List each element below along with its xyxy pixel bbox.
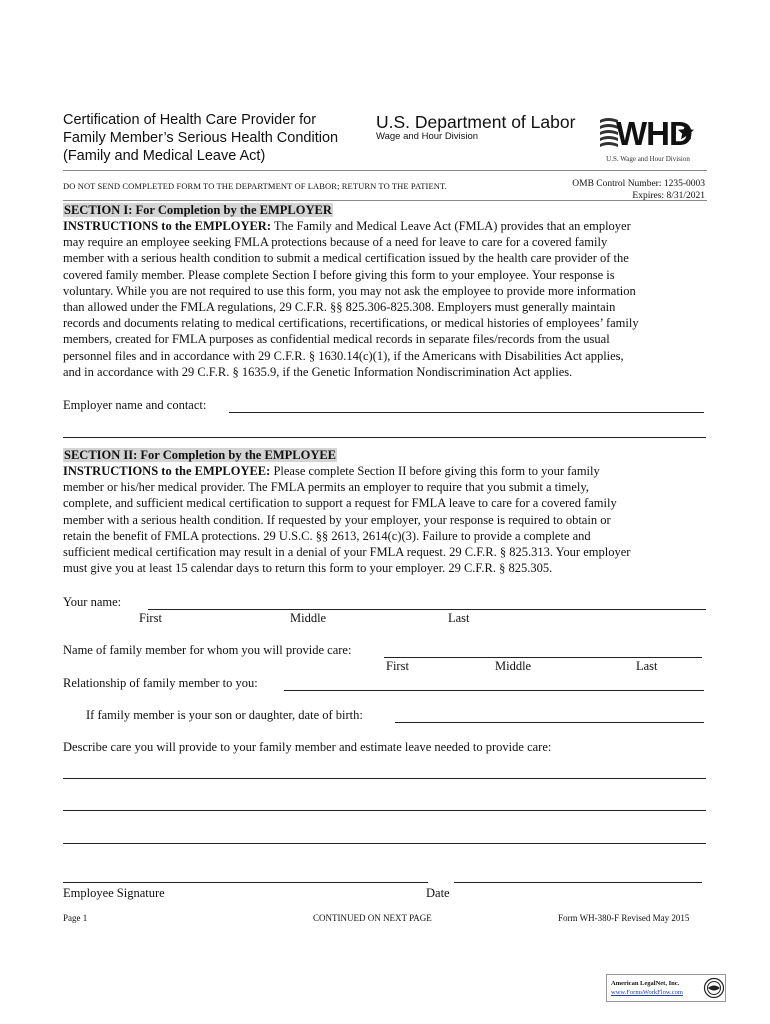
your-name-label: Your name: xyxy=(63,595,122,609)
section-2-line-6: sufficient medical certification may result in a denial of your FMLA request. 29 C.F.R. § 825.313. Your employer xyxy=(63,545,631,560)
section-1-heading-wrap xyxy=(63,201,333,219)
family-member-first-caption: First xyxy=(386,659,409,673)
dob-label: If family member is your son or daughter, date of birth: xyxy=(86,708,363,722)
section-1-line-2: may require an employee seeking FMLA protections because of a need for leave to care for a covered family xyxy=(63,235,608,250)
section-1-line-6: than allowed under the FMLA regulations, 29 C.F.R. §§ 825.306-825.308. Employers must generally maintain xyxy=(63,300,616,315)
section-1-line-1: The Family and Medical Leave Act (FMLA) provides that an employer xyxy=(271,219,631,233)
publisher-stamp xyxy=(606,974,726,1002)
logo-caption: U.S. Wage and Hour Division xyxy=(606,155,690,163)
logo-text: WHD xyxy=(616,115,692,152)
your-name-first-caption: First xyxy=(139,611,162,625)
form-title-line-1: Certification of Health Care Provider for xyxy=(63,112,317,128)
section-1-line-9: personnel files and in accordance with 29 C.F.R. § 1630.14(c)(1), if the Americans with Disabilities Act applies, xyxy=(63,348,624,363)
describe-care-label: Describe care you will provide to your family member and estimate leave needed to provide care: xyxy=(63,740,552,754)
header-divider xyxy=(63,170,707,171)
family-member-name-field[interactable] xyxy=(384,657,702,658)
section-1-line-10: and in accordance with 29 C.F.R. § 1635.9, if the Genetic Information Nondiscrimination Act applies. xyxy=(63,364,573,379)
section-2-line-5: retain the benefit of FMLA protections. 29 U.S.C. §§ 2613, 2614(c)(3). Failure to provide a complete and xyxy=(63,528,591,543)
employer-contact-field[interactable] xyxy=(63,437,706,438)
section-2-line-7: must give you at least 15 calendar days to return this form to your employer. 29 C.F.R. § 825.305. xyxy=(63,561,553,576)
family-member-middle-caption: Middle xyxy=(495,659,532,673)
your-name-middle-caption: Middle xyxy=(290,611,327,625)
describe-care-line-3[interactable] xyxy=(63,843,706,844)
employee-signature-label: Employee Signature xyxy=(63,886,165,900)
section-2-line-1: Please complete Section II before giving this form to your family xyxy=(270,464,600,478)
stamp-website[interactable]: www.FormsWorkFlow.com xyxy=(611,989,683,996)
your-name-field[interactable] xyxy=(148,609,706,610)
section-1-line-3: member with a serious health condition to submit a medical certification issued by the health care provider of the xyxy=(63,251,629,266)
page-number: Page 1 xyxy=(63,913,88,923)
continued-notice: CONTINUED ON NEXT PAGE xyxy=(313,913,432,923)
section-1-heading: SECTION I: For Completion by the EMPLOYER xyxy=(64,203,332,217)
return-notice: DO NOT SEND COMPLETED FORM TO THE DEPARTMENT OF LABOR; RETURN TO THE PATIENT. xyxy=(63,181,447,191)
relationship-field[interactable] xyxy=(284,690,704,691)
form-title-line-3: (Family and Medical Leave Act) xyxy=(63,148,266,164)
relationship-label: Relationship of family member to you: xyxy=(63,676,258,690)
employer-instructions-label: INSTRUCTIONS to the EMPLOYER: xyxy=(63,219,272,233)
section-2-line-2: member or his/her medical provider. The FMLA permits an employer to require that you submit a timely, xyxy=(63,480,589,495)
stamp-publisher: American LegalNet, Inc. xyxy=(611,980,680,987)
form-identifier: Form WH-380-F Revised May 2015 xyxy=(558,913,690,923)
section-1-line-8: members, created for FMLA purposes as confidential medical records in separate files/records from the usual xyxy=(63,332,610,347)
department-name: U.S. Department of Labor xyxy=(376,112,576,132)
omb-info xyxy=(540,178,705,202)
describe-care-line-2[interactable] xyxy=(63,810,706,811)
section-2-heading: SECTION II: For Completion by the EMPLOYEE xyxy=(64,448,337,462)
section-1-line-4: covered family member. Please complete Section I before giving this form to your employee. Your response is xyxy=(63,267,615,282)
globe-icon xyxy=(703,977,725,999)
section-2-heading-wrap xyxy=(63,446,337,464)
signature-date-field[interactable] xyxy=(454,882,702,883)
form-title xyxy=(63,111,363,165)
section-1-line-7: records and documents relating to medical certifications, recertifications, or medical histories of employees’ family xyxy=(63,316,639,331)
date-label: Date xyxy=(426,886,450,900)
family-member-last-caption: Last xyxy=(636,659,658,673)
section-1-line-5: voluntary. While you are not required to use this form, you may not ask the employee to provide more information xyxy=(63,283,636,298)
your-name-last-caption: Last xyxy=(448,611,470,625)
section-2-line-4: member with a serious health condition. If requested by your employer, your response is required to obtain or xyxy=(63,512,611,527)
employer-name-label: Employer name and contact: xyxy=(63,398,207,412)
form-title-line-2: Family Member’s Serious Health Condition xyxy=(63,130,339,146)
employee-instructions-label: INSTRUCTIONS to the EMPLOYEE: xyxy=(63,464,271,478)
section-2-line-3: complete, and sufficient medical certification to support a request for FMLA leave to care for a covered family xyxy=(63,496,617,511)
section-1-instructions xyxy=(63,218,708,380)
employee-signature-field[interactable] xyxy=(63,882,428,883)
omb-expiration: Expires: 8/31/2021 xyxy=(632,191,705,201)
employer-name-field[interactable] xyxy=(229,412,704,413)
dob-field[interactable] xyxy=(395,722,704,723)
division-name: Wage and Hour Division xyxy=(376,131,479,142)
family-member-label: Name of family member for whom you will provide care: xyxy=(63,643,352,657)
section-2-instructions xyxy=(63,463,708,576)
describe-care-line-1[interactable] xyxy=(63,778,706,779)
omb-control-number: OMB Control Number: 1235-0003 xyxy=(572,179,705,189)
